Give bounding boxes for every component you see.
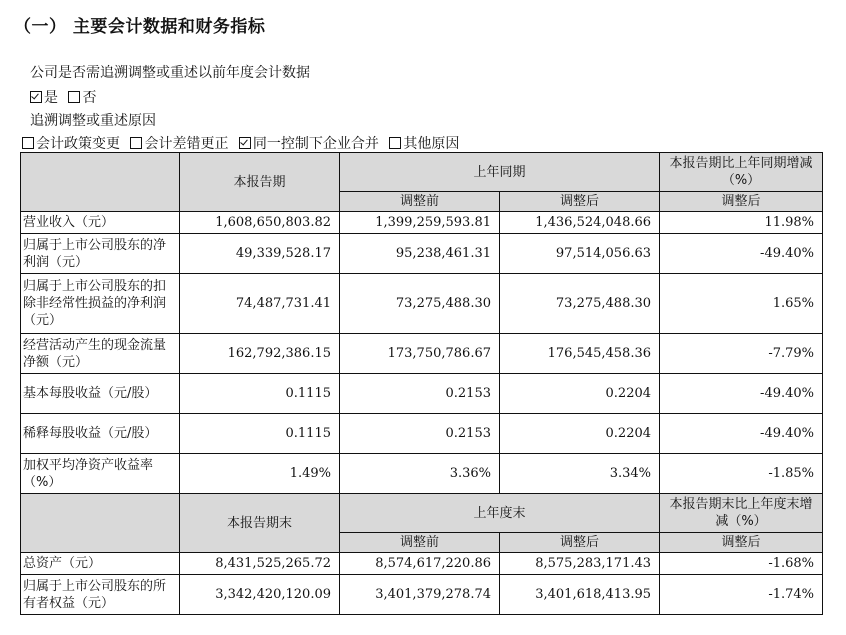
cell-before: 0.2153: [340, 414, 500, 454]
cell-current: 1.49%: [180, 454, 340, 494]
empty-checkbox-icon: [130, 137, 142, 149]
reason-option-policy-change: [22, 136, 120, 152]
reason-options: [22, 133, 465, 153]
reason-title: 追溯调整或重述原因: [30, 113, 156, 129]
reason-option-label: 会计政策变更: [36, 136, 120, 152]
empty-checkbox-icon: [389, 137, 401, 149]
cell-after: 97,514,056.63: [500, 234, 660, 274]
reason-option-label: 同一控制下企业合并: [252, 136, 379, 152]
empty-checkbox-icon: [22, 137, 34, 149]
col-header-change-after: 调整后: [660, 192, 823, 212]
table-row: [21, 234, 823, 274]
col-header-prior-year-end: 上年度末: [340, 494, 660, 533]
cell-change: -7.79%: [660, 334, 823, 374]
cell-before: 3.36%: [340, 454, 500, 494]
cell-before: 95,238,461.31: [340, 234, 500, 274]
cell-before: 8,574,617,220.86: [340, 553, 500, 575]
cell-before: 3,401,379,278.74: [340, 575, 500, 615]
row-label: 经营活动产生的现金流量净额（元）: [21, 334, 180, 374]
cell-after: 0.2204: [500, 414, 660, 454]
reason-option-common-control-merger: [239, 136, 379, 152]
cell-change: -1.74%: [660, 575, 823, 615]
cell-after: 73,275,488.30: [500, 274, 660, 334]
table-row: [21, 212, 823, 234]
cell-current: 49,339,528.17: [180, 234, 340, 274]
cell-current: 74,487,731.41: [180, 274, 340, 334]
answer-option-label: 否: [82, 90, 97, 106]
cell-before: 73,275,488.30: [340, 274, 500, 334]
row-label: 稀释每股收益（元/股）: [21, 414, 180, 454]
col-header-after-adjustment: 调整后: [500, 192, 660, 212]
cell-after: 8,575,283,171.43: [500, 553, 660, 575]
col-header-after-adjustment: 调整后: [500, 533, 660, 553]
table-row: [21, 274, 823, 334]
restatement-question: 公司是否需追溯调整或重述以前年度会计数据: [30, 65, 310, 81]
cell-after: 0.2204: [500, 374, 660, 414]
cell-current: 8,431,525,265.72: [180, 553, 340, 575]
cell-current: 3,342,420,120.09: [180, 575, 340, 615]
cell-before: 1,399,259,593.81: [340, 212, 500, 234]
cell-after: 3,401,618,413.95: [500, 575, 660, 615]
col-header-prior-period: 上年同期: [340, 153, 660, 192]
table-row: [21, 575, 823, 615]
cell-current: 0.1115: [180, 414, 340, 454]
col-header-period-end: 本报告期末: [180, 494, 340, 553]
reason-option-label: 其他原因: [403, 136, 460, 152]
section-heading: （一） 主要会计数据和财务指标: [14, 17, 266, 37]
answer-option-yes: [30, 90, 58, 106]
financial-data-table: [20, 152, 823, 615]
checked-checkbox-icon: [30, 91, 42, 103]
cell-after: 1,436,524,048.66: [500, 212, 660, 234]
cell-after: 176,545,458.36: [500, 334, 660, 374]
reason-option-error-correction: [130, 136, 228, 152]
col-header-current-period: 本报告期: [180, 153, 340, 212]
reason-option-label: 会计差错更正: [144, 136, 229, 152]
table-header-corner: [21, 494, 180, 553]
col-header-before-adjustment: 调整前: [340, 192, 500, 212]
table-row: [21, 454, 823, 494]
cell-before: 0.2153: [340, 374, 500, 414]
cell-change: 1.65%: [660, 274, 823, 334]
row-label: 加权平均净资产收益率（%）: [21, 454, 180, 494]
col-header-change-after: 调整后: [660, 533, 823, 553]
empty-checkbox-icon: [68, 91, 80, 103]
checked-checkbox-icon: [239, 137, 251, 149]
row-label: 总资产（元）: [21, 553, 180, 575]
table-row: [21, 374, 823, 414]
cell-change: 11.98%: [660, 212, 823, 234]
cell-change: -49.40%: [660, 374, 823, 414]
cell-current: 0.1115: [180, 374, 340, 414]
col-header-change: 本报告期比上年同期增减（%）: [660, 153, 823, 192]
table-row: [21, 334, 823, 374]
row-label: 归属于上市公司股东的净利润（元）: [21, 234, 180, 274]
cell-before: 173,750,786.67: [340, 334, 500, 374]
row-label: 营业收入（元）: [21, 212, 180, 234]
col-header-change: 本报告期末比上年度末增减（%）: [660, 494, 823, 533]
cell-change: -49.40%: [660, 414, 823, 454]
table-header-corner: [21, 153, 180, 212]
cell-change: -1.85%: [660, 454, 823, 494]
cell-current: 1,608,650,803.82: [180, 212, 340, 234]
answer-option-no: [68, 90, 96, 106]
reason-option-other: [389, 136, 459, 152]
col-header-before-adjustment: 调整前: [340, 533, 500, 553]
answer-options: [30, 87, 102, 107]
cell-after: 3.34%: [500, 454, 660, 494]
row-label: 归属于上市公司股东的扣除非经常性损益的净利润（元）: [21, 274, 180, 334]
answer-option-label: 是: [44, 90, 58, 106]
table-row: [21, 553, 823, 575]
cell-current: 162,792,386.15: [180, 334, 340, 374]
cell-change: -49.40%: [660, 234, 823, 274]
row-label: 归属于上市公司股东的所有者权益（元）: [21, 575, 180, 615]
table-row: [21, 414, 823, 454]
row-label: 基本每股收益（元/股）: [21, 374, 180, 414]
cell-change: -1.68%: [660, 553, 823, 575]
